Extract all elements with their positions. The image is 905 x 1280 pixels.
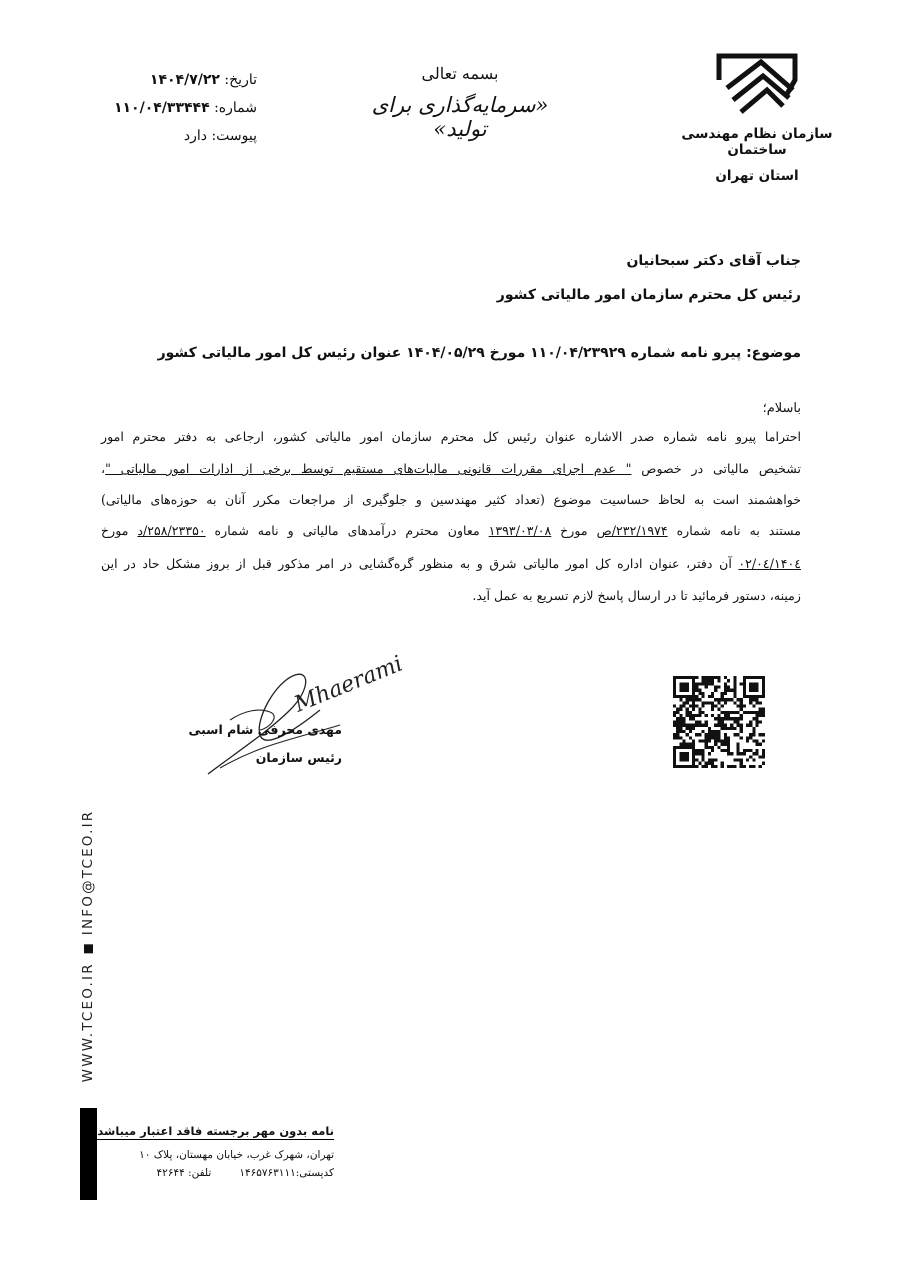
org-name: سازمان نظام مهندسی ساختمان [681, 126, 833, 158]
body-line-4-b: مورخ [551, 523, 597, 538]
date-label: تاریخ: [224, 72, 257, 88]
body-line-4-a: مستند به نامه شماره [667, 523, 801, 538]
body-line-2-pre: تشخیص مالیاتی در خصوص [631, 461, 801, 476]
letter-meta [92, 66, 257, 150]
letter-subject: موضوع: پیرو نامه شماره ۱۱۰/۰۴/۲۳۹۲۹ مورخ ۱۴۰۴/۰۵/۲۹ عنوان رئیس کل امور مالیاتی کشور [157, 345, 801, 361]
body-line-4-ref1: ۲۳۲/۱۹۷۴/ص [596, 523, 668, 538]
body-line-2-quote: " عدم اجرای مقررات قانونی مالیات‌های مستقیم توسط برخی از ادارات امور مالیاتی " [105, 461, 632, 476]
salutation: باسلام؛ [762, 401, 801, 416]
footer-black-bar [80, 1108, 97, 1200]
body-line-4-ref2: ۲۵۸/۲۳۳۵۰/د [137, 523, 206, 538]
building-logo-icon [713, 50, 801, 116]
body-line-5 [101, 556, 801, 571]
footer-validity-note: نامه بدون مهر برجسته فاقد اعتبار میباشد [97, 1124, 334, 1138]
signatory-name: مهدی محرفی شام اسبی [188, 722, 342, 737]
qr-code-icon [673, 676, 765, 768]
footer-postal-code: کدپستی:۱۴۶۵۷۶۳۱۱۱ [239, 1167, 334, 1179]
footer [97, 1120, 334, 1179]
org-province: استان تهران [715, 168, 799, 184]
org-logo-block [667, 50, 847, 184]
attachment-row [92, 122, 257, 150]
website-text: WWW.TCEO.IR [80, 962, 96, 1083]
addressee-name: جناب آقای دکتر سبحانیان [626, 253, 801, 269]
body-line-6: زمینه، دستور فرمائید تا در ارسال پاسخ لازم تسریع به عمل آید. [472, 588, 801, 603]
signatory-title: رئیس سازمان [255, 750, 342, 765]
number-value: ۱۱۰/۰۴/۳۳۴۴۴ [113, 100, 210, 116]
body-line-4-d: مورخ [101, 523, 138, 538]
vertical-contact-strip [80, 810, 96, 1083]
signature-handwriting: Mhaerami [290, 651, 407, 718]
body-line-5-date: ۱۴۰٤/۰٤/۰۲ [738, 556, 801, 571]
number-row [92, 94, 257, 122]
center-heading [360, 64, 560, 141]
date-value: ۱۴۰۴/۷/۲۲ [149, 72, 220, 88]
bismillah: بسمه تعالی [421, 64, 499, 83]
body-line-2-post: ، [101, 461, 106, 476]
footer-address: تهران، شهرک غرب، خیابان مهستان، پلاک ۱۰ [139, 1149, 334, 1161]
body-line-3: خواهشمند است به لحاظ حساسیت موضوع (تعداد کثیر مهندسین و جلوگیری از مراجعات مکرر آنان به حوزه‌های مالیاتی) [101, 492, 801, 507]
attachment-label: پیوست: [211, 128, 257, 144]
addressee-title: رئیس کل محترم سازمان امور مالیاتی کشور [496, 287, 801, 303]
body-line-2 [101, 461, 801, 476]
email-text: INFO@TCEO.IR [80, 809, 96, 936]
separator-square-icon [84, 944, 93, 953]
slogan: «سرمایه‌گذاری برای تولید» [371, 93, 549, 141]
attachment-value: دارد [183, 128, 207, 144]
footer-codes [104, 1167, 334, 1179]
body-line-4-c: معاون محترم درآمدهای مالیاتی و نامه شماره [205, 523, 489, 538]
body-line-1: احتراما پیرو نامه شماره صدر الاشاره عنوان رئیس کل محترم سازمان امور مالیاتی کشور، ارجاعی به دفتر محترم امور [101, 429, 801, 444]
body-line-4 [101, 523, 801, 538]
date-row [92, 66, 257, 94]
number-label: شماره: [214, 100, 257, 116]
body-line-5-rest: آن دفتر، عنوان اداره کل امور مالیاتی شرق و به منظور گره‌گشایی در امر مذکور قبل از بروز مشکل حاد در این [101, 556, 739, 571]
body-line-4-date1: ۱۳۹۳/۰۳/۰۸ [488, 523, 552, 538]
footer-phone: تلفن: ۴۲۶۴۴ [156, 1167, 212, 1179]
